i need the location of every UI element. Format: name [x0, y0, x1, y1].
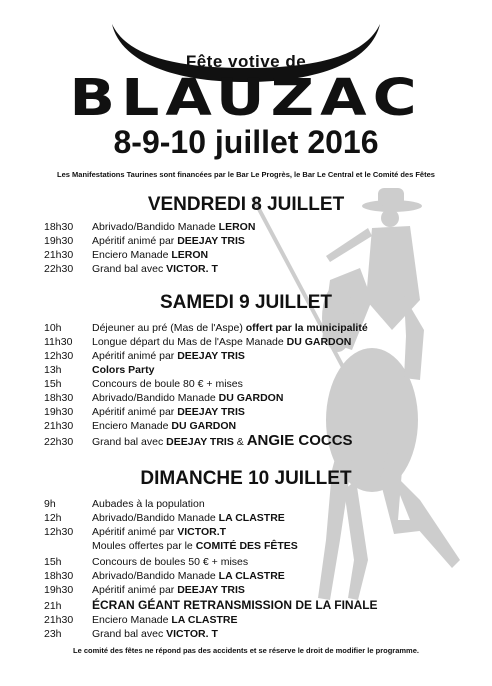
schedule-item: 11h30 Longue départ du Mas de l'Aspe Manade DU GARDON [44, 336, 352, 348]
schedule-item: 18h30 Abrivado/Bandido Manade LERON [44, 221, 256, 233]
funding-note: Les Manifestations Taurines sont financées par le Bar Le Progrès, le Bar Le Central et le Comité des Fêtes [57, 170, 435, 179]
disclaimer-footer: Le comité des fêtes ne répond pas des accidents et se réserve le droit de modifier le programme. [73, 646, 419, 655]
schedule-item: 15h Concours de boules 50 € + mises [44, 556, 249, 568]
schedule-item: 22h30 Grand bal avec DEEJAY TRIS & ANGIE COCCS [44, 432, 353, 449]
schedule-item: 23h Grand bal avec VICTOR. T [44, 628, 218, 640]
schedule-item: 9h Aubades à la population [44, 498, 205, 510]
schedule-item: 21h ÉCRAN GÉANT RETRANSMISSION DE LA FINALE [44, 598, 378, 612]
schedule-item: 21h30 Enciero Manade LA CLASTRE [44, 614, 238, 626]
poster-title: BLAUZAC [69, 68, 423, 128]
schedule-item: 18h30 Abrivado/Bandido Manade DU GARDON [44, 392, 284, 404]
schedule-item: 19h30 Apéritif animé par DEEJAY TRIS [44, 406, 245, 418]
event-dates: 8-9-10 juillet 2016 [113, 124, 379, 160]
day-title-sunday: DIMANCHE 10 JUILLET [140, 468, 352, 489]
schedule-item: 12h30 Apéritif animé par VICTOR.T [44, 526, 227, 538]
schedule-item: 13h Colors Party [44, 364, 155, 376]
schedule-item: 21h30 Enciero Manade DU GARDON [44, 420, 237, 432]
day-title-friday: VENDREDI 8 JUILLET [147, 194, 345, 215]
schedule-item: 10h Déjeuner au pré (Mas de l'Aspe) offert par la municipalité [44, 322, 368, 334]
schedule-item: 21h30 Enciero Manade LERON [44, 249, 209, 261]
poster-subtitle: Fête votive de [185, 52, 307, 71]
day-title-saturday: SAMEDI 9 JUILLET [159, 292, 333, 313]
schedule-item: 18h30 Abrivado/Bandido Manade LA CLASTRE [44, 570, 285, 582]
schedule-item: 12h30 Apéritif animé par DEEJAY TRIS [44, 350, 245, 362]
schedule-item: 15h Concours de boule 80 € + mises [44, 378, 243, 390]
schedule-item: 22h30 Grand bal avec VICTOR. T [44, 263, 218, 275]
schedule-item: 12h Abrivado/Bandido Manade LA CLASTRE [44, 512, 285, 524]
schedule-item: 19h30 Apéritif animé par DEEJAY TRIS [44, 584, 245, 596]
schedule-item: Moules offertes par le COMITÉ DES FÊTES [92, 540, 298, 552]
schedule-item: 19h30 Apéritif animé par DEEJAY TRIS [44, 235, 245, 247]
